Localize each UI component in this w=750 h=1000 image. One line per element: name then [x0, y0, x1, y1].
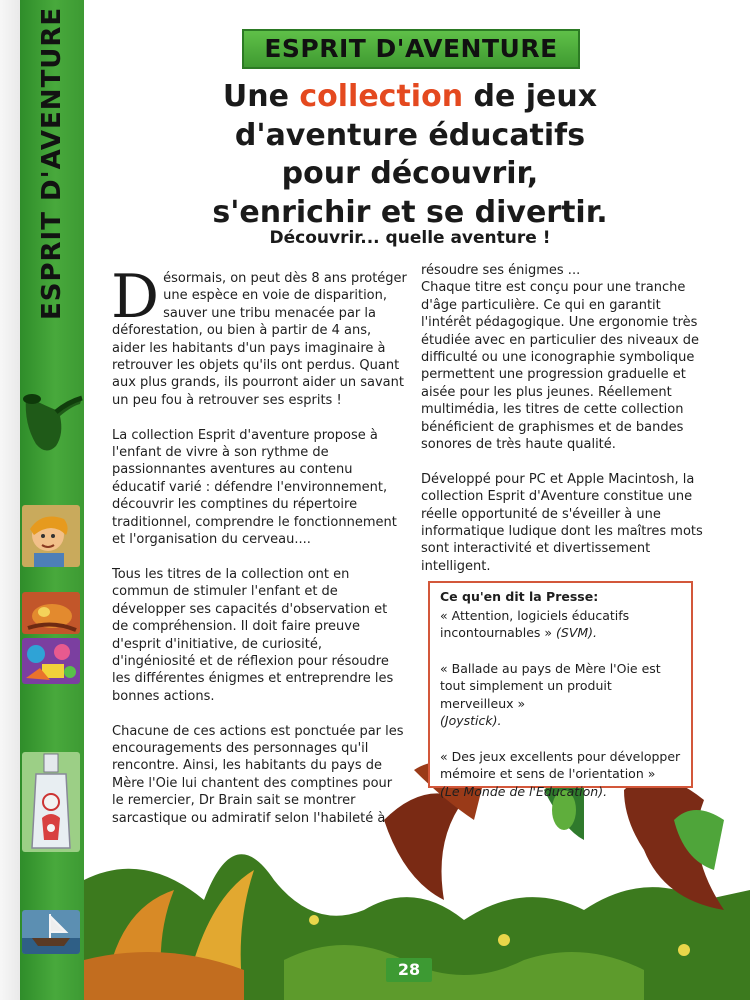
boy-thumbnail [22, 505, 80, 567]
press-quote-text: « Ballade au pays de Mère l'Oie est tout simplement un produit merveilleux » [440, 660, 661, 711]
article-paragraph: La collection Esprit d'aventure propose à l'enfant de vivre à son rythme de passionnantes aventures au contenu éducatif varié : défendre l'environnement, découvrir les comptines du répertoire traditionnel, comprendre le fonctionnement et l'organisation du cerveau.... [112, 427, 397, 548]
drop-cap: D [111, 262, 160, 332]
press-quote-source: (SVM). [556, 625, 598, 640]
colorful-game-thumbnail [22, 638, 80, 684]
subheadline: Découvrir... quelle aventure ! [269, 228, 551, 248]
press-quote-source: (Le Monde de l'Education). [440, 783, 608, 799]
headline-part1: Une [222, 79, 300, 114]
article-paragraph: Développé pour PC et Apple Macintosh, la collection Esprit d'Aventure constitue une réelle opportunité de s'éveiller à une informatique ludique dont les maîtres mots sont interactivité et divertissement intelligent. [421, 471, 703, 574]
sidebar-title: ESPRIT D'AVENTURE [37, 6, 67, 320]
article-paragraph: Chacune de ces actions est ponctuée par les encouragements des personnages qu'il rencontre. Ainsi, les habitants du pays de Mère l'Oie lui chantent des comptines pour le remercier, Dr Brain sait se montrer sarcastique ou admiratif selon l'habileté à [112, 723, 404, 826]
article-paragraph: Tous les titres de la collection ont en commun de stimuler l'enfant et de développer ses capacités d'observation et de compréhension. Il doit faire preuve d'esprit d'initiative, de curiosité, d'ingéniosité et de réflexion pour résoudre les différentes énigmes et entreprendre les bonnes actions. [112, 566, 394, 704]
article-right-column [421, 262, 711, 593]
headline-line3: pour découvrir, [281, 156, 539, 191]
article-left-column [111, 262, 407, 844]
pipe-icon [20, 384, 84, 464]
section-banner: ESPRIT D'AVENTURE [242, 29, 580, 69]
headline [110, 78, 710, 232]
article-paragraph [111, 262, 407, 409]
press-quotes-box [428, 581, 693, 799]
ship-thumbnail [22, 910, 80, 954]
creature-thumbnail [22, 592, 80, 634]
press-quote [440, 660, 683, 730]
sidebar [20, 0, 84, 1000]
press-title: Ce qu'en dit la Presse: [440, 589, 599, 604]
press-quote [440, 748, 683, 801]
page-edge [0, 0, 20, 1000]
headline-line4: s'enrichir et se divertir. [212, 194, 608, 230]
headline-highlight: collection [299, 79, 464, 114]
headline-line2: d'aventure éducatifs [234, 117, 586, 153]
bottle-thumbnail [22, 752, 80, 852]
press-quote-source: (Joystick). [440, 713, 502, 728]
press-quote [440, 607, 683, 642]
press-quote-text: « Attention, logiciels éducatifs incontournables » [440, 607, 630, 640]
article-paragraph: résoudre ses énigmes ... Chaque titre est conçu pour une tranche d'âge particulière. Ce qui en garantit l'intérêt pédagogique. Une ergonomie très étudiée avec en particulier des niveaux de difficulté ou une iconographie symbolique permettent une progression graduelle et aisée pour les plus jeunes. Réellement multimédia, les titres de cette collection bénéficient de graphismes et de bandes sonores de très haute qualité. [421, 263, 699, 453]
press-quote-text: « Des jeux excellents pour développer mémoire et sens de l'orientation » [440, 748, 681, 781]
headline-part2: de jeux [463, 79, 598, 114]
page-number: 28 [386, 958, 432, 982]
paragraph-text: ésormais, on peut dès 8 ans protéger une espèce en voie de disparition, sauver une tribu menacée par la déforestation, ou bien à partir de 4 ans, aider les habitants d'un pays imaginaire à retrouver les objets qu'ils ont perdus. Quant aux plus grands, ils pourront aider un savant un peu fou à retrouver ses esprits ! [112, 271, 407, 408]
